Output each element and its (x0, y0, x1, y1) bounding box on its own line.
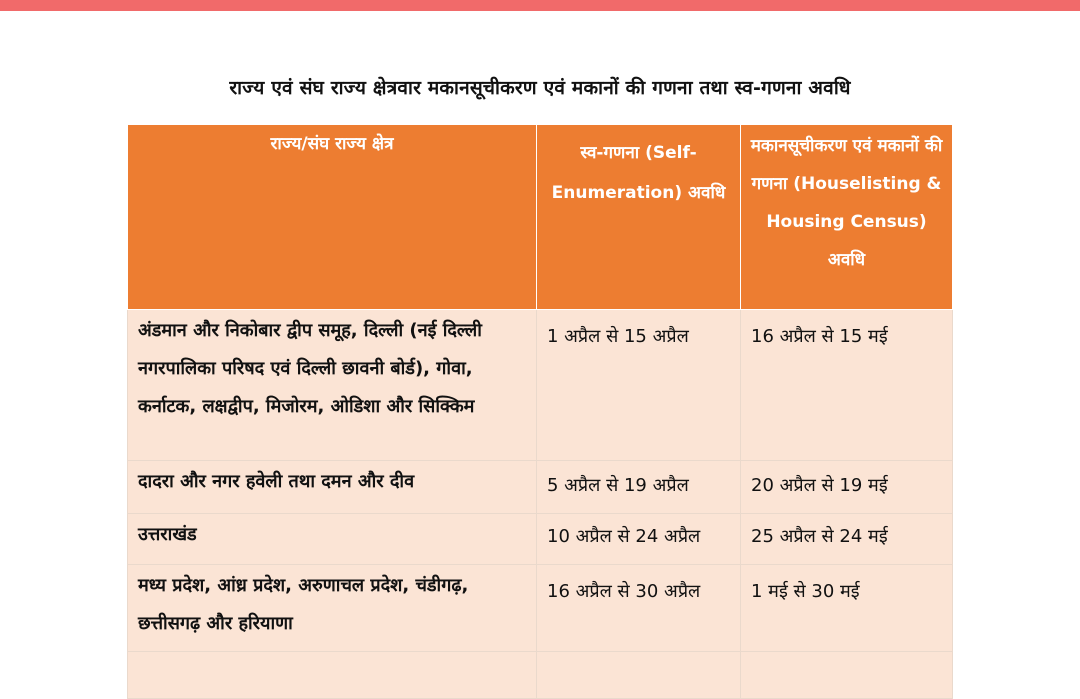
header-state: राज्य/संघ राज्य क्षेत्र (128, 125, 537, 310)
state-cell: अंडमान और निकोबार द्वीप समूह, दिल्ली (नई दिल्ली नगरपालिका परिषद एवं दिल्ली छावनी बोर्ड), गोवा, कर्नाटक, लक्षद्वीप, मिजोरम, ओडिशा और सिक्किम (128, 310, 537, 461)
state-cell: मध्य प्रदेश, आंध्र प्रदेश, अरुणाचल प्रदेश, चंडीगढ़, छत्तीसगढ़ और हरियाणा (128, 565, 537, 652)
houselisting-cell: 1 मई से 30 मई (741, 565, 953, 652)
census-schedule-table (127, 124, 953, 699)
header-self-enumeration: स्व-गणना (Self-Enumeration) अवधि (537, 125, 741, 310)
state-cell-cutoff (128, 652, 537, 699)
table-row (128, 461, 953, 514)
self-enumeration-cell: 5 अप्रैल से 19 अप्रैल (537, 461, 741, 514)
houselisting-cell: 20 अप्रैल से 19 मई (741, 461, 953, 514)
table-header-row (128, 125, 953, 310)
houselisting-cell-cutoff (741, 652, 953, 699)
top-accent-bar (0, 0, 1080, 11)
table-row (128, 514, 953, 565)
self-enumeration-cell-cutoff (537, 652, 741, 699)
self-enumeration-cell: 1 अप्रैल से 15 अप्रैल (537, 310, 741, 461)
page-title: राज्य एवं संघ राज्य क्षेत्रवार मकानसूचीकरण एवं मकानों की गणना तथा स्व-गणना अवधि (229, 77, 851, 99)
header-houselisting: मकानसूचीकरण एवं मकानों की गणना (Houselisting & Housing Census) अवधि (741, 125, 953, 310)
houselisting-cell: 25 अप्रैल से 24 मई (741, 514, 953, 565)
table-row-cutoff (128, 652, 953, 699)
table-row (128, 310, 953, 461)
self-enumeration-cell: 16 अप्रैल से 30 अप्रैल (537, 565, 741, 652)
self-enumeration-cell: 10 अप्रैल से 24 अप्रैल (537, 514, 741, 565)
state-cell: दादरा और नगर हवेली तथा दमन और दीव (128, 461, 537, 514)
state-cell: उत्तराखंड (128, 514, 537, 565)
houselisting-cell: 16 अप्रैल से 15 मई (741, 310, 953, 461)
table-row (128, 565, 953, 652)
